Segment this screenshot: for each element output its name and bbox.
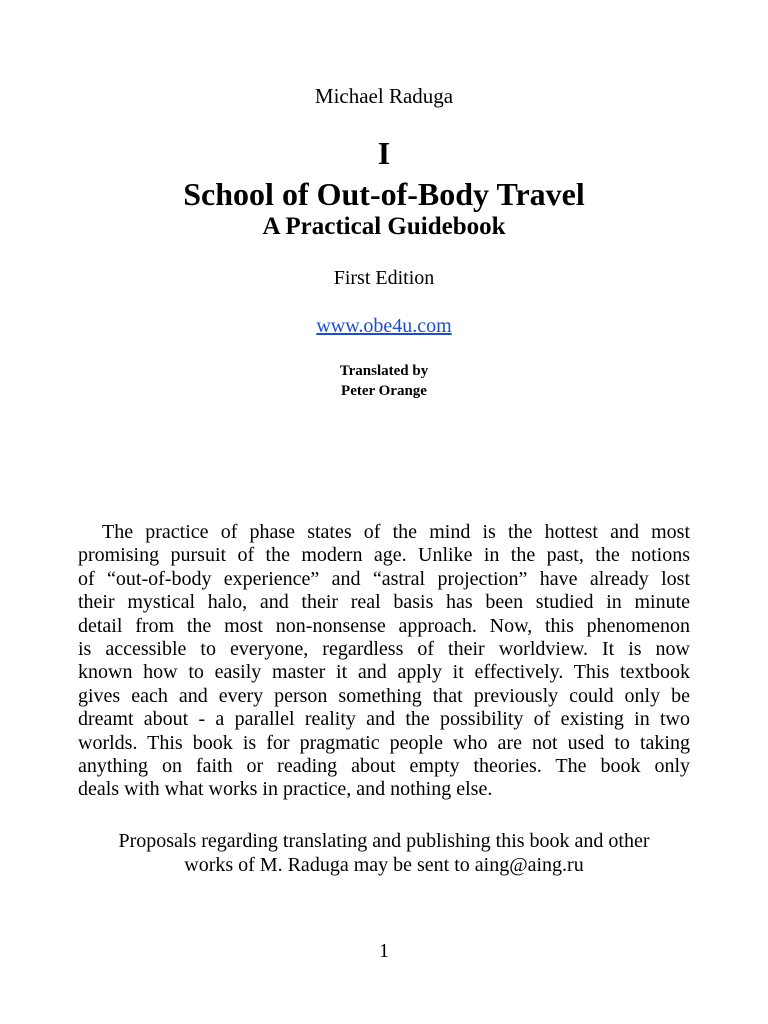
proposal-note	[78, 829, 690, 877]
paragraph-line: deals with what works in practice, and nothing else.	[78, 778, 493, 801]
author-name: Michael Raduga	[314, 84, 454, 108]
paragraph-line: of “out-of-body experience” and “astral projection” have already lost	[78, 567, 690, 590]
proposal-line: Proposals regarding translating and publishing this book and other	[118, 830, 650, 852]
translated-by-label: Translated by	[339, 363, 429, 379]
paragraph-line: promising pursuit of the modern age. Unlike in the past, the notions	[78, 544, 690, 567]
book-title: School of Out-of-Body Travel	[183, 176, 585, 212]
edition-label: First Edition	[333, 267, 435, 289]
paragraph-line: worlds. This book is for pragmatic people who are not used to taking	[78, 731, 690, 754]
page-number: 1	[379, 940, 389, 962]
website-link[interactable]: www.obe4u.com	[316, 315, 452, 337]
paragraph-line: anything on faith or reading about empty theories. The book only	[78, 755, 690, 778]
paragraph-line: The practice of phase states of the mind is the hottest and most	[102, 521, 690, 543]
paragraph-line: gives each and every person something that previously could only be	[78, 684, 690, 707]
proposal-line: works of M. Raduga may be sent to aing@aing.ru	[184, 854, 584, 876]
paragraph-line: is accessible to everyone, regardless of their worldview. It is now	[78, 638, 690, 661]
paragraph-line: detail from the most non-nonsense approach. Now, this phenomenon	[78, 614, 690, 637]
description-paragraph	[78, 521, 690, 802]
volume-number: I	[377, 135, 391, 171]
paragraph-line: their mystical halo, and their real basis has been studied in minute	[78, 591, 690, 614]
book-subtitle: A Practical Guidebook	[262, 213, 506, 240]
paragraph-line: dreamt about - a parallel reality and the possibility of existing in two	[78, 708, 690, 731]
translator-name: Peter Orange	[341, 383, 427, 399]
paragraph-line: known how to easily master it and apply it effectively. This textbook	[78, 661, 690, 684]
